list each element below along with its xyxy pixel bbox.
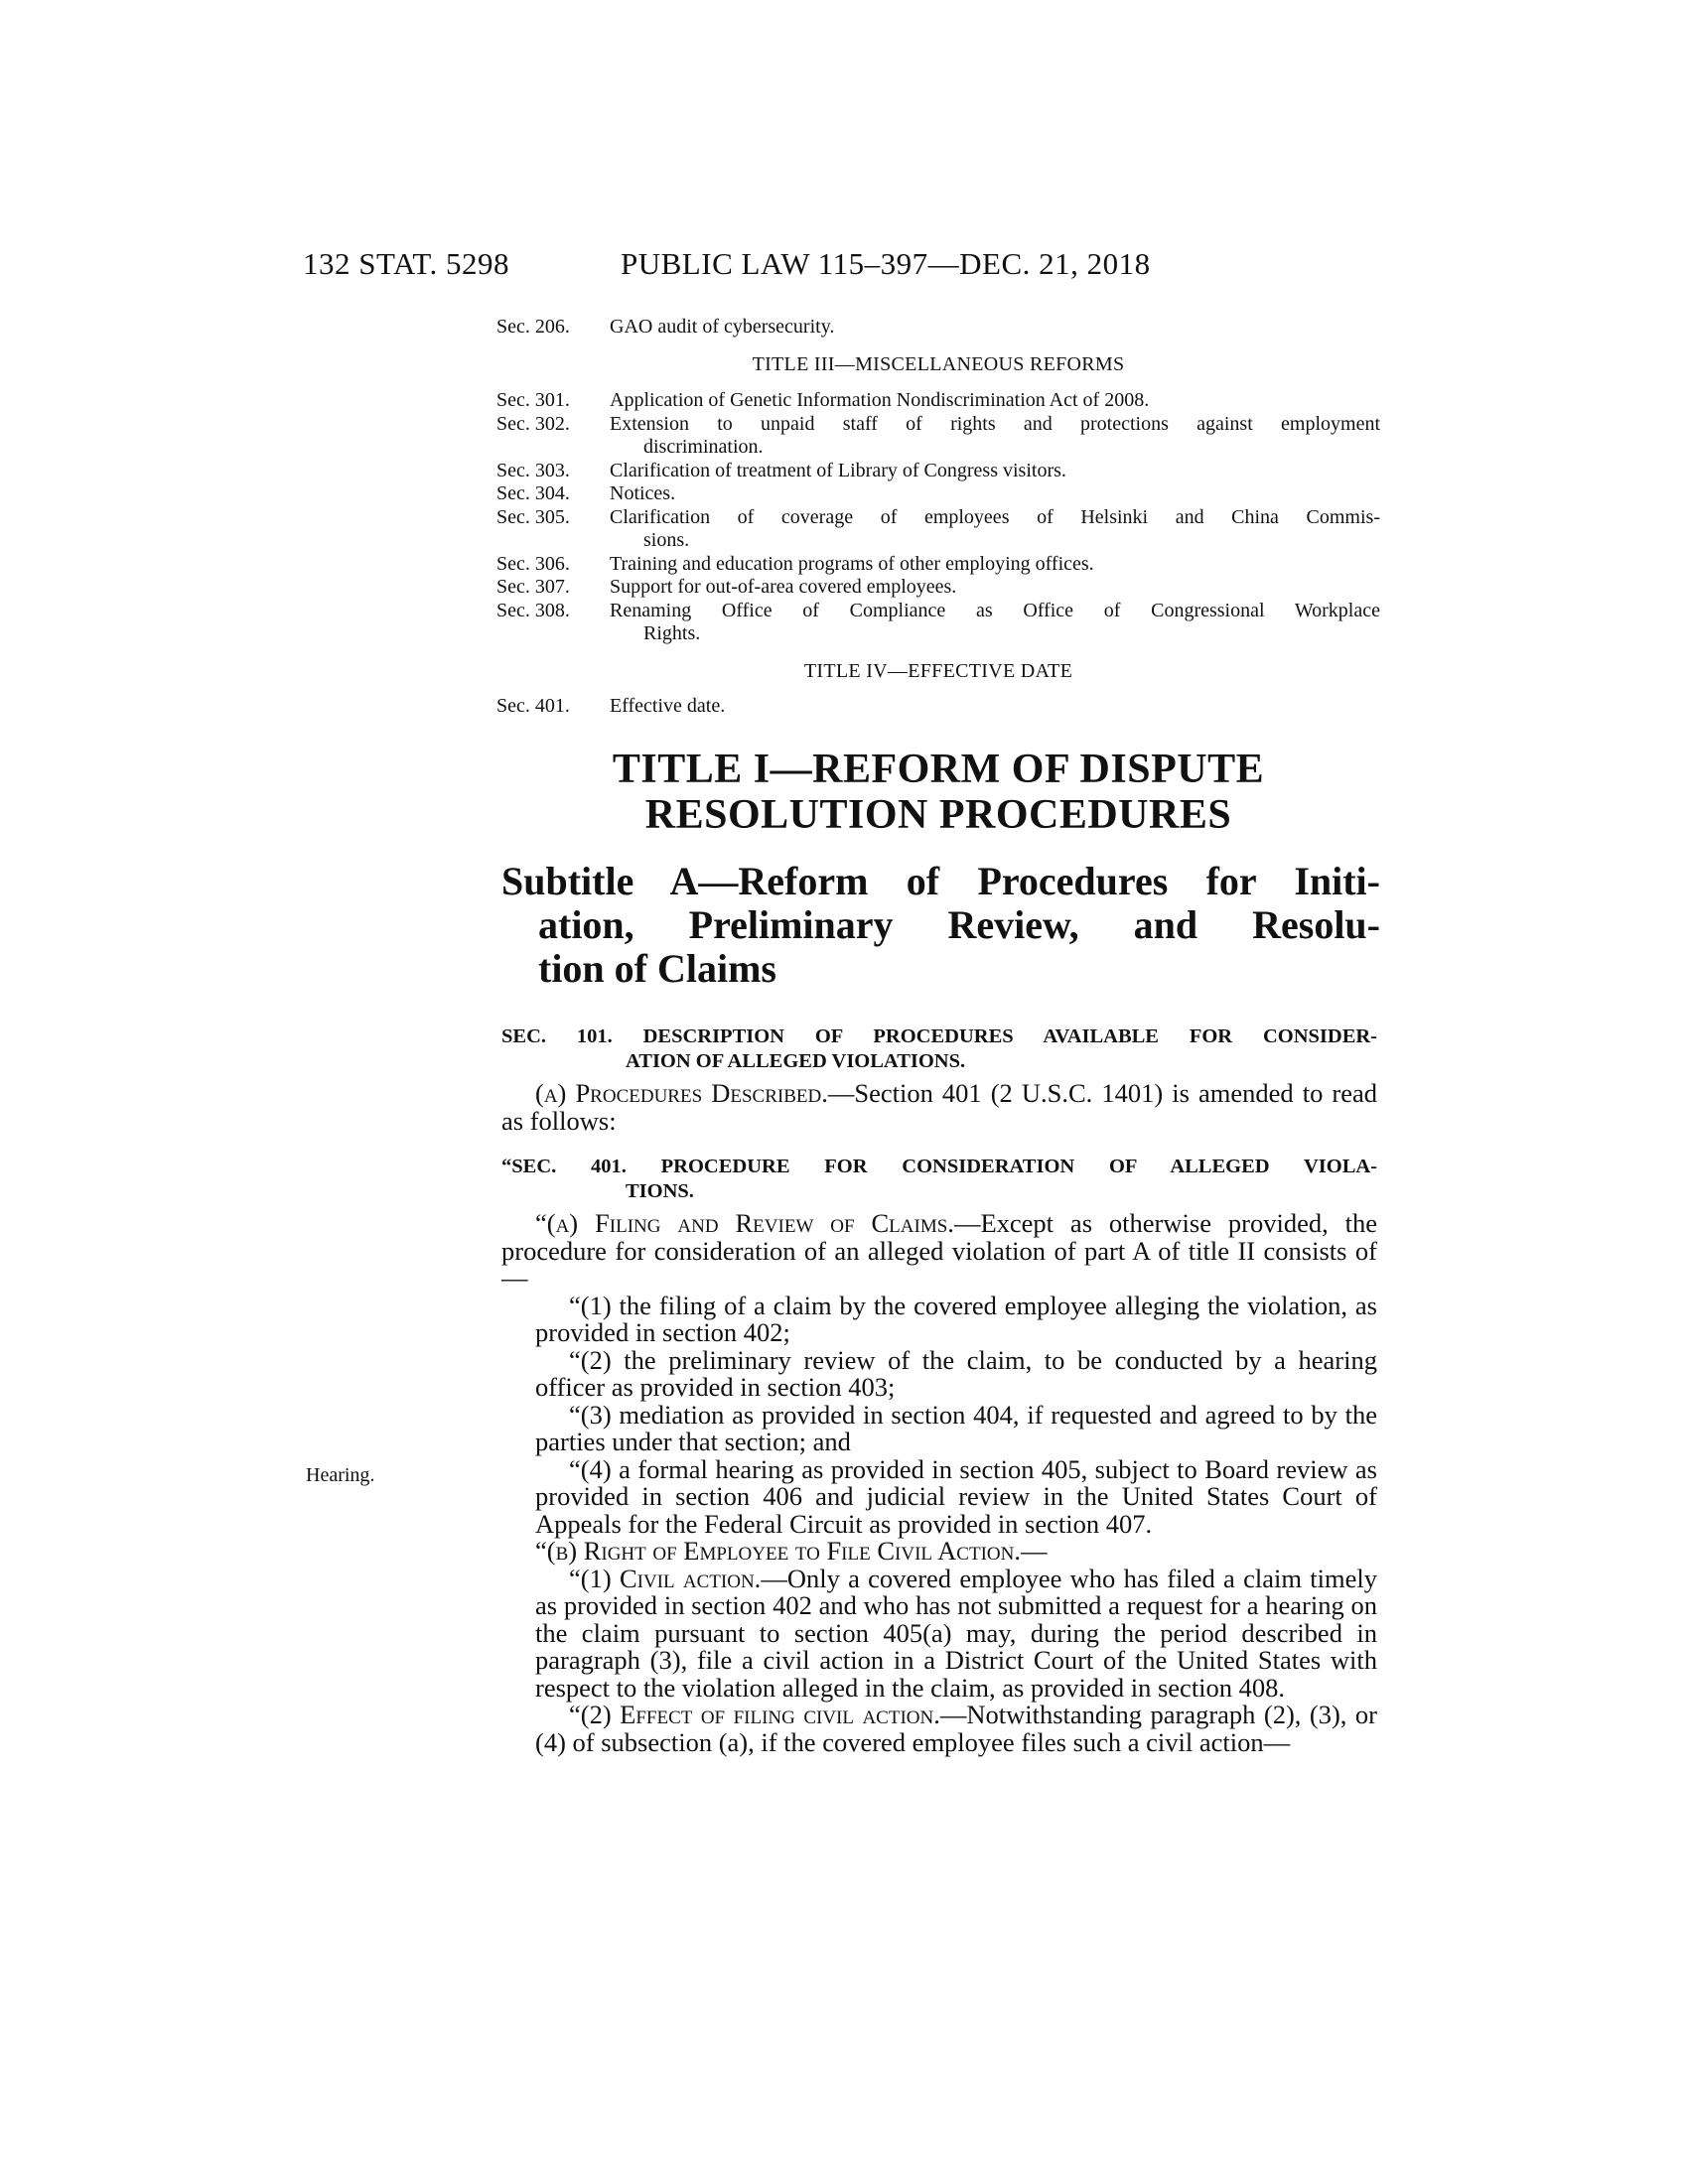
subtitle-line: ation, Preliminary Review, and Resolu- [538,902,1380,947]
section-heading-line: SEC. 101. DESCRIPTION OF PROCEDURES AVAILABLE FOR CONSIDER- [501,1025,1377,1047]
title-heading-line: TITLE I—REFORM OF DISPUTE [612,747,1265,792]
margin-note: Hearing. [306,1464,375,1486]
toc-sec-text-continued: Rights. [643,622,701,644]
toc-item [496,506,1380,553]
toc-item [496,389,1380,413]
toc-sec-number: Sec. 303. [496,459,570,481]
section-401-heading [501,1155,1377,1204]
toc-sec-number: Sec. 308. [496,599,570,621]
toc-sec-number: Sec. 307. [496,576,570,598]
subtitle-line: tion of Claims [538,946,776,991]
toc-sec-text-continued: discrimination. [643,436,764,458]
list-item: “(3) mediation as provided in section 404, if requested and agreed to by the parties under that section; and [535,1399,1377,1456]
toc-sec-number: Sec. 301. [496,389,570,411]
list-item: “(2) the preliminary review of the claim, to be conducted by a hearing officer as provided in section 403; [535,1344,1377,1402]
toc-title-4: TITLE IV—EFFECTIVE DATE [803,660,1073,682]
toc-item [496,576,1380,600]
toc-item [496,482,1380,506]
title-heading [496,747,1380,838]
section-heading-line: TIONS. [626,1180,694,1202]
toc-title-3: TITLE III—MISCELLANEOUS REFORMS [752,353,1125,375]
paragraph-text: —Except as otherwise provided, the procedure for consideration of an alleged violation of part A of title II consists of— [501,1208,1378,1293]
list-item: “(1) the filing of a claim by the covered employee alleging the violation, as provided in section 402; [535,1290,1377,1347]
paragraph-text: —Section 401 (2 U.S.C. 1401) is amended to read as follows: [501,1078,1377,1136]
toc-sec-text: Clarification of treatment of Library of Congress visitors. [610,459,1066,481]
subtitle-line: Subtitle A—Reform of Procedures for Initi- [501,859,1380,903]
paragraph-heading: (a) Procedures Described. [535,1078,828,1108]
paragraph-text: — [1020,1536,1048,1566]
paragraph [501,1563,1377,1703]
toc-sec-number: Sec. 302. [496,412,570,435]
paragraph-text: —Only a covered employee who has filed a claim timely as provided in section 402 and who has not submitted a request for a hearing on the claim pursuant to section 405(a) may, during the period described in paragraph (3), file a civil action in a District Court of the United States with respect to the violation alleged in the claim, as provided in section 408. [535,1563,1377,1703]
toc-sec-text: GAO audit of cybersecurity. [610,316,835,338]
item-list [501,1290,1377,1539]
toc-block-title2-end [496,316,1380,340]
toc-sec-text: Renaming Office of Compliance as Office of Congressional Workplace [610,599,1380,621]
toc-sec-number: Sec. 206. [496,316,570,338]
toc-item [496,413,1380,460]
toc-sec-text-continued: sions. [643,529,690,551]
toc-sec-number: Sec. 306. [496,552,570,575]
toc-item [496,600,1380,646]
toc-sec-text: Notices. [610,482,676,504]
subtitle-heading [501,860,1380,991]
toc-item [496,316,1380,340]
toc-sec-number: Sec. 304. [496,482,570,504]
section-401-body [501,1210,1377,1756]
section-heading-line: “SEC. 401. PROCEDURE FOR CONSIDERATION OF ALLEGED VIOLA- [501,1156,1377,1177]
toc-item [496,695,1380,719]
paragraph-heading: “(a) Filing and Review of Claims. [535,1208,954,1238]
toc-sec-text: Application of Genetic Information Nondiscrimination Act of 2008. [610,389,1150,411]
toc-sec-text: Support for out-of-area covered employees. [610,576,957,598]
toc-sec-number: Sec. 305. [496,505,570,528]
toc-item [496,553,1380,577]
title-heading-line: RESOLUTION PROCEDURES [644,792,1232,838]
paragraph-heading: “(b) Right of Employee to File Civil Action. [535,1536,1021,1566]
toc-sec-text: Extension to unpaid staff of rights and protections against employment [610,412,1380,435]
paragraph-heading: “(2) Effect of filing civil action. [569,1700,940,1729]
toc-sec-text: Effective date. [610,695,726,717]
list-item: “(4) a formal hearing as provided in section 405, subject to Board review as provided in section 406 and judicial review in the United States Court of Appeals for the Federal Circuit as provided in section 407. [535,1453,1377,1539]
toc-block-title3 [496,389,1380,646]
paragraph-heading: “(1) Civil action. [569,1563,762,1593]
paragraph-text: —Notwithstanding paragraph (2), (3), or (4) of subsection (a), if the covered employee files such a civil action— [535,1700,1377,1757]
toc-block-title4 [496,695,1380,719]
paragraph [501,1080,1377,1135]
section-101-heading [501,1024,1377,1074]
toc-sec-text: Clarification of coverage of employees of Helsinki and China Commis- [610,505,1380,528]
page-stat-number: 132 STAT. 5298 [303,246,510,281]
toc-sec-text: Training and education programs of other employing offices. [610,552,1094,575]
paragraph [501,1210,1377,1293]
section-101-a [501,1080,1377,1135]
toc-item [496,460,1380,483]
section-heading-line: ATION OF ALLEGED VIOLATIONS. [626,1050,966,1072]
page-running-head: PUBLIC LAW 115–397—DEC. 21, 2018 [621,246,1151,281]
paragraph [501,1702,1377,1756]
toc-sec-number: Sec. 401. [496,695,570,717]
paragraph [501,1538,1377,1566]
